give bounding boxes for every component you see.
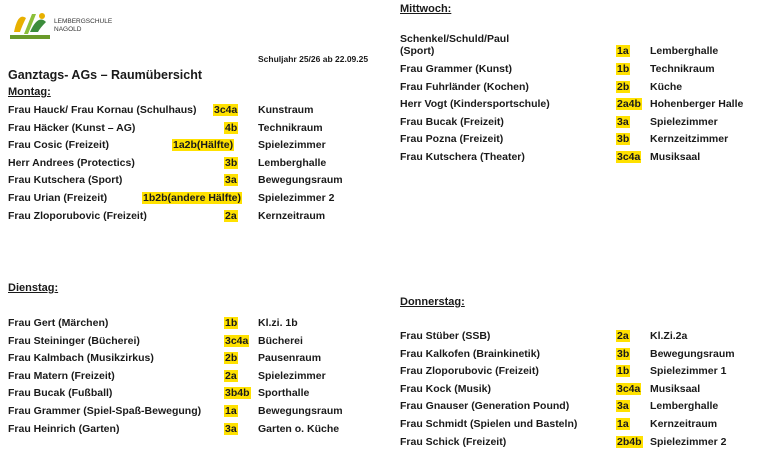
class-code: 1b2b(andere Hälfte) xyxy=(143,192,242,204)
donnerstag-row xyxy=(0,330,760,344)
class-code: 1b xyxy=(617,365,630,378)
class-code: 2a xyxy=(225,369,237,382)
teacher-activity: Frau Heinrich (Garten) xyxy=(8,422,120,435)
teacher-activity: Frau Fuhrländer (Kochen) xyxy=(400,80,529,93)
room-name: Garten o. Küche xyxy=(258,422,340,435)
room-name: Lemberghalle xyxy=(650,400,719,413)
donnerstag-row xyxy=(0,365,760,379)
class-code: 1b xyxy=(225,317,238,329)
room-name: Spielezimmer xyxy=(258,369,326,382)
donnerstag-row xyxy=(0,347,760,365)
donnerstag-row xyxy=(0,418,760,432)
mittwoch-first-room: Lemberghalle xyxy=(650,45,719,57)
class-code: 3c4a xyxy=(617,151,641,163)
class-code: 3a xyxy=(225,174,237,187)
teacher-activity: Frau Kalkofen (Brainkinetik) xyxy=(400,347,541,360)
teacher-activity: Frau Kutschera (Theater) xyxy=(400,151,525,163)
teacher-activity: Frau Pozna (Freizeit) xyxy=(400,133,504,146)
room-name: Bewegungsraum xyxy=(258,405,343,417)
teacher-activity: Frau Schmidt (Spielen und Basteln) xyxy=(400,418,578,430)
teacher-activity: Frau Kock (Musik) xyxy=(400,382,492,395)
mittwoch-row xyxy=(0,63,760,77)
mittwoch-row xyxy=(0,151,760,165)
teacher-activity: Frau Cosic (Freizeit) xyxy=(8,139,109,152)
class-code: 2a4b xyxy=(617,98,641,111)
mittwoch-row xyxy=(0,133,760,147)
school-name-line2: NAGOLD xyxy=(54,26,82,33)
dienstag-heading: Dienstag: xyxy=(8,282,59,294)
room-name: Bewegungsraum xyxy=(258,174,343,187)
class-code: 1a xyxy=(225,405,237,417)
teacher-activity: Frau Zloporubovic (Freizeit) xyxy=(8,209,147,222)
montag-row xyxy=(0,210,760,224)
teacher-activity: Frau Schick (Freizeit) xyxy=(400,435,507,448)
teacher-activity: Frau Zloporubovic (Freizeit) xyxy=(400,365,539,378)
class-code: 3a xyxy=(617,115,629,128)
room-name: Hohenberger Halle xyxy=(650,98,744,111)
mittwoch-row xyxy=(0,116,760,130)
teacher-activity: Frau Bucak (Freizeit) xyxy=(400,115,504,128)
mittwoch-first-who-line2: (Sport) xyxy=(400,45,435,57)
teacher-activity: Frau Gnauser (Generation Pound) xyxy=(400,400,570,413)
montag-row xyxy=(0,192,760,206)
room-name: Musiksaal xyxy=(650,151,701,163)
teacher-activity: Frau Bucak (Fußball) xyxy=(8,387,113,400)
class-code: 1a2b(Hälfte) xyxy=(173,139,234,152)
class-code: 2a xyxy=(617,330,629,342)
teacher-activity: Frau Grammer (Spiel-Spaß-Bewegung) xyxy=(8,405,202,417)
teacher-activity: Frau Stüber (SSB) xyxy=(400,330,491,342)
school-logo xyxy=(10,8,115,42)
room-name: Kl.Zi.2a xyxy=(650,330,688,342)
page-title: Ganztags- AGs – Raumübersicht xyxy=(8,68,203,82)
teacher-activity: Herr Vogt (Kindersportschule) xyxy=(400,98,550,111)
room-name: Lemberghalle xyxy=(258,156,327,169)
montag-row xyxy=(0,174,760,188)
donnerstag-row xyxy=(0,382,760,400)
class-code: 3b xyxy=(617,347,630,360)
class-code: 4b xyxy=(225,121,238,134)
class-code: 3c4a xyxy=(214,104,238,116)
mittwoch-row xyxy=(0,81,760,95)
room-name: Kernzeitraum xyxy=(258,209,326,222)
teacher-activity: Frau Häcker (Kunst – AG) xyxy=(8,121,136,134)
class-code: 3a xyxy=(225,422,237,435)
mittwoch-row xyxy=(0,98,760,112)
dienstag-row xyxy=(0,317,760,331)
class-code: 1b xyxy=(617,63,630,75)
room-name: Spielezimmer 2 xyxy=(258,192,335,204)
room-name: Sporthalle xyxy=(258,387,310,400)
teacher-activity: Herr Andrees (Protectics) xyxy=(8,156,135,169)
class-code: 2b xyxy=(617,80,630,93)
room-name: Kl.zi. 1b xyxy=(258,317,298,329)
teacher-activity: Frau Urian (Freizeit) xyxy=(8,192,108,204)
room-name: Spielezimmer xyxy=(258,139,326,152)
class-code: 3b xyxy=(617,133,630,146)
teacher-activity: Frau Steininger (Bücherei) xyxy=(8,334,140,347)
room-name: Spielezimmer xyxy=(650,115,718,128)
school-name-line1: LEMBERGSCHULE xyxy=(54,18,113,25)
room-name: Musiksaal xyxy=(650,382,701,395)
montag-heading: Montag: xyxy=(8,86,51,98)
class-code: 1a xyxy=(617,418,629,430)
mittwoch-first-who-line1: Schenkel/Schuld/Paul xyxy=(400,33,510,45)
teacher-activity: Frau Kutschera (Sport) xyxy=(8,174,123,187)
room-name: Technikraum xyxy=(650,63,715,75)
class-code: 3b xyxy=(225,156,238,169)
class-code: 3c4a xyxy=(225,334,249,347)
room-name: Spielezimmer 2 xyxy=(650,435,727,448)
school-logo-icon xyxy=(10,8,50,42)
class-code: 2b4b xyxy=(617,435,642,448)
teacher-activity: Frau Kalmbach (Musikzirkus) xyxy=(8,352,154,365)
teacher-activity: Frau Matern (Freizeit) xyxy=(8,369,115,382)
room-name: Technikraum xyxy=(258,121,323,134)
room-name: Bücherei xyxy=(258,334,303,347)
room-name: Bewegungsraum xyxy=(650,347,735,360)
room-name: Küche xyxy=(650,80,683,93)
room-name: Pausenraum xyxy=(258,352,322,365)
room-name: Kernzeitzimmer xyxy=(650,133,729,146)
class-code: 3c4a xyxy=(617,382,641,395)
room-name: Kunstraum xyxy=(258,104,314,116)
class-code: 3a xyxy=(617,400,629,413)
room-name: Spielezimmer 1 xyxy=(650,365,727,378)
mittwoch-first-class-code: 1a xyxy=(617,45,629,57)
class-code: 3b4b xyxy=(225,387,250,400)
mittwoch-heading: Mittwoch: xyxy=(400,3,452,15)
school-year: Schuljahr 25/26 ab 22.09.25 xyxy=(258,54,369,64)
teacher-activity: Frau Hauck/ Frau Kornau (Schulhaus) xyxy=(8,104,197,116)
class-code: 2b xyxy=(225,352,238,365)
teacher-activity: Frau Grammer (Kunst) xyxy=(400,63,513,75)
donnerstag-row xyxy=(0,400,760,414)
class-code: 2a xyxy=(225,209,237,222)
donnerstag-heading: Donnerstag: xyxy=(400,296,465,308)
donnerstag-row xyxy=(0,436,760,450)
room-name: Kernzeitraum xyxy=(650,418,718,430)
teacher-activity: Frau Gert (Märchen) xyxy=(8,317,109,329)
